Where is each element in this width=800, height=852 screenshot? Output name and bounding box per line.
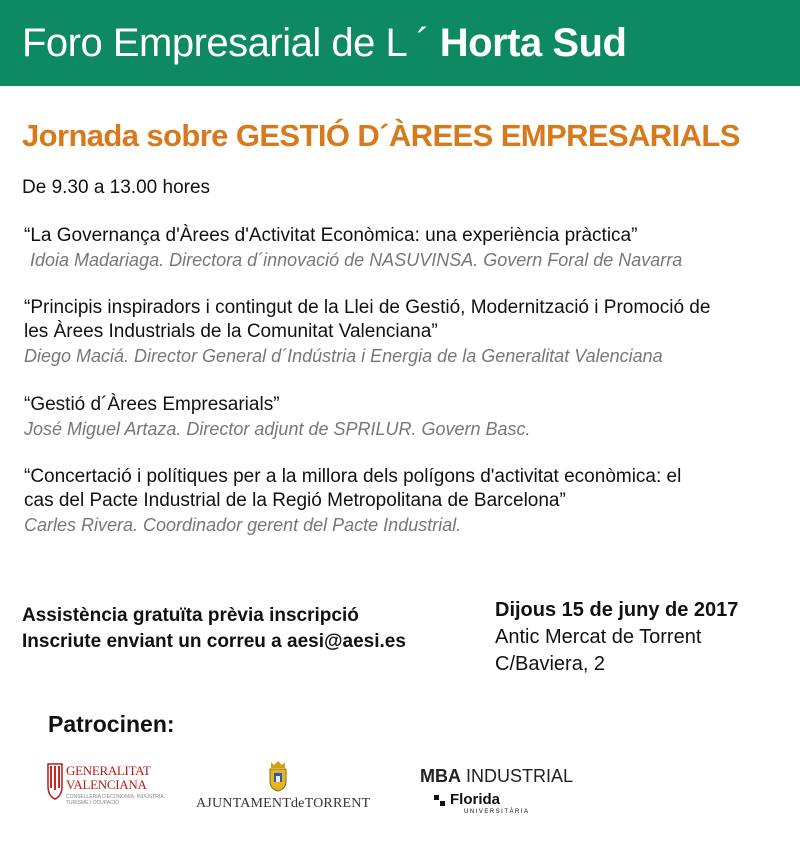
talk-speaker: Diego Maciá. Director General d´Indústria i Energia de la Generalitat Valenciana bbox=[24, 346, 663, 366]
ajuntament-torrent-logo bbox=[196, 760, 371, 820]
talk-title: “La Governança d'Àrees d'Activitat Econòmica: una experiència pràctica” bbox=[24, 225, 638, 246]
event-hours: De 9.30 a 13.00 hores bbox=[22, 177, 211, 198]
generalitat-shield-icon bbox=[46, 762, 64, 800]
talk-item bbox=[24, 465, 784, 537]
talk-speaker: Carles Rivera. Coordinador gerent del Pacte Industrial. bbox=[24, 515, 462, 535]
florida-universitaria: UNIVERSITÀRIA bbox=[464, 809, 530, 815]
generalitat-conselleria: CONSELLERIA D'ECONOMIA, INDÚSTRIA, TURISME I OCUPACIÓ bbox=[66, 794, 166, 806]
event-date: Dijous 15 de juny de 2017 bbox=[495, 599, 739, 621]
event-title: Jornada sobre GESTIÓ D´ÀREES EMPRESARIALS bbox=[22, 118, 740, 153]
talk-title: “Gestió d´Àrees Empresarials” bbox=[24, 394, 280, 415]
talk-title-line1: “Principis inspiradors i contingut de la Llei de Gestió, Modernització i Promoció de bbox=[24, 297, 711, 318]
generalitat-logo bbox=[46, 760, 176, 822]
talk-speaker: José Miguel Artaza. Director adjunt de SPRILUR. Govern Basc. bbox=[24, 419, 531, 439]
venue-address: C/Baviera, 2 bbox=[495, 653, 606, 675]
torrent-name: AJUNTAMENTdeTORRENT bbox=[196, 796, 371, 811]
florida-mark-icon bbox=[434, 795, 446, 807]
registration-info bbox=[22, 603, 406, 655]
venue-info bbox=[495, 597, 738, 678]
talk-title-line2: cas del Pacte Industrial de la Regió Metropolitana de Barcelona” bbox=[24, 490, 566, 511]
florida-name: Florida bbox=[450, 791, 501, 808]
talk-title-line1: “Concertació i polítiques per a la millora dels polígons d'activitat econòmica: el bbox=[24, 466, 682, 487]
talk-title-line2: les Àrees Industrials de la Comunitat Valenciana” bbox=[24, 321, 438, 342]
generalitat-name: GENERALITAT VALENCIANA bbox=[66, 763, 151, 792]
talk-item bbox=[24, 393, 784, 441]
torrent-crest-icon bbox=[267, 760, 289, 792]
talk-item bbox=[24, 296, 784, 368]
mba-name: MBA INDUSTRIAL bbox=[420, 766, 574, 786]
registration-line: Assistència gratuïta prèvia inscripció bbox=[22, 605, 359, 626]
mba-florida-logo bbox=[420, 766, 600, 822]
talk-item bbox=[24, 224, 784, 272]
registration-email-line: Inscriute enviant un correu a aesi@aesi.es bbox=[22, 631, 406, 652]
talk-speaker: Idoia Madariaga. Directora d´innovació de NASUVINSA. Govern Foral de Navarra bbox=[30, 250, 683, 270]
header-banner bbox=[0, 0, 800, 86]
sponsors-label: Patrocinen: bbox=[48, 711, 175, 737]
banner-title-light: Foro Empresarial de L ´ bbox=[22, 20, 430, 65]
venue-place: Antic Mercat de Torrent bbox=[495, 626, 702, 648]
banner-title-bold: Horta Sud bbox=[439, 20, 627, 65]
